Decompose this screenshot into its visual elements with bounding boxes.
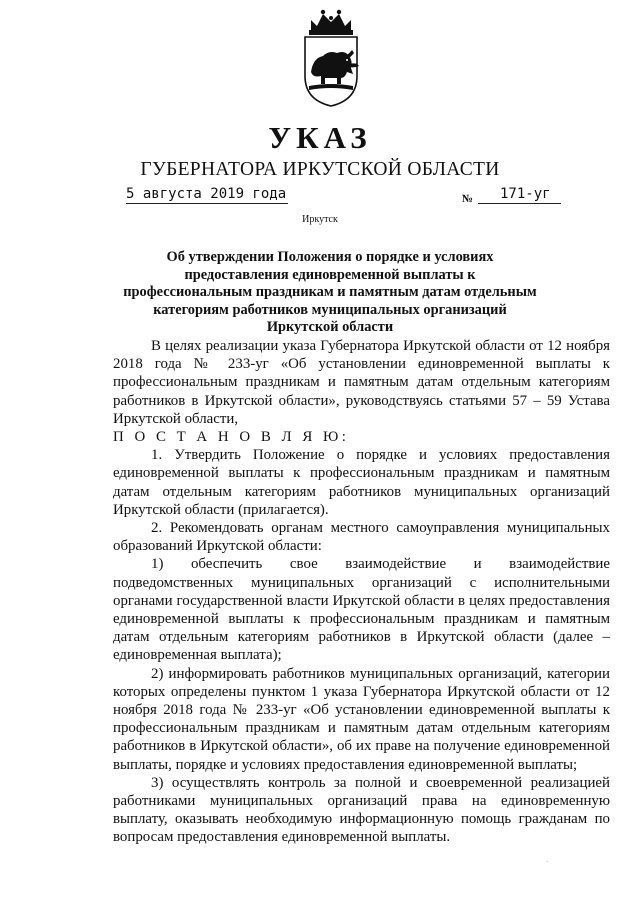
document-heading: Об утверждении Положения о порядке и условиях предоставления единовременной выплаты к профессиональным праздникам и памятным датам отдельным категориям работников муниципальных организаций Иркутской области (123, 249, 537, 336)
decree-issuer: ГУБЕРНАТОРА ИРКУТСКОЙ ОБЛАСТИ (140, 159, 500, 180)
coat-of-arms-icon (295, 6, 367, 108)
paragraph-decree-word: П О С Т А Н О В Л Я Ю: (113, 429, 350, 446)
paragraph-preamble: В целях реализации указа Губернатора Иркутской области от 12 ноября 2018 года № 233-уг «Об установлении единовременной выплаты к профессиональным праздникам и памятным датам отдельным категориям работников в Иркутской области», руководствуясь статьями 57 – 59 Устава Иркутской области, (113, 338, 610, 427)
decree-number: 171-уг (478, 186, 561, 204)
number-sign: № (462, 193, 474, 205)
city: Иркутск (302, 214, 338, 225)
document-body (113, 337, 610, 847)
paragraph-subitem-1: 1) обеспечить свое взаимодействие и взаимодействие подведомственных муниципальных организаций с исполнительными органами государственной власти Иркутской области в целях предоставления единовременной выплаты к профессиональным праздникам и памятным датам отдельным категориям работников в Иркутской области (далее – единовременная выплата); (113, 556, 610, 664)
decree-title: УКАЗ (268, 120, 372, 155)
decree-date: 5 августа 2019 года (126, 186, 287, 202)
paragraph-item-2: 2. Рекомендовать органам местного самоуправления муниципальных образований Иркутской области: (113, 520, 610, 555)
paragraph-subitem-2: 2) информировать работников муниципальных организаций, категории которых определены пунктом 1 указа Губернатора Иркутской области от 12 ноября 2018 года № 233-уг «Об установлении единовременной выплаты к профессиональным праздникам и памятным датам отдельным категориям работников в Иркутской области», об их праве на получение единовременной выплаты, порядке и условиях предоставления единовременной выплаты; (113, 665, 610, 773)
paragraph-subitem-3: 3) осуществлять контроль за полной и своевременной реализацией работниками муниципальных организаций права на единовременную выплату, оказывать необходимую информационную помощь гражданам по вопросам предоставления единовременной выплаты. (113, 774, 610, 846)
stray-mark: · (546, 858, 549, 866)
paragraph-item-1: 1. Утвердить Положение о порядке и условиях предоставления единовременной выплаты к профессиональным праздникам и памятным датам отдельным категориям работников муниципальных организаций Иркутской области (прилагается). (113, 447, 610, 518)
